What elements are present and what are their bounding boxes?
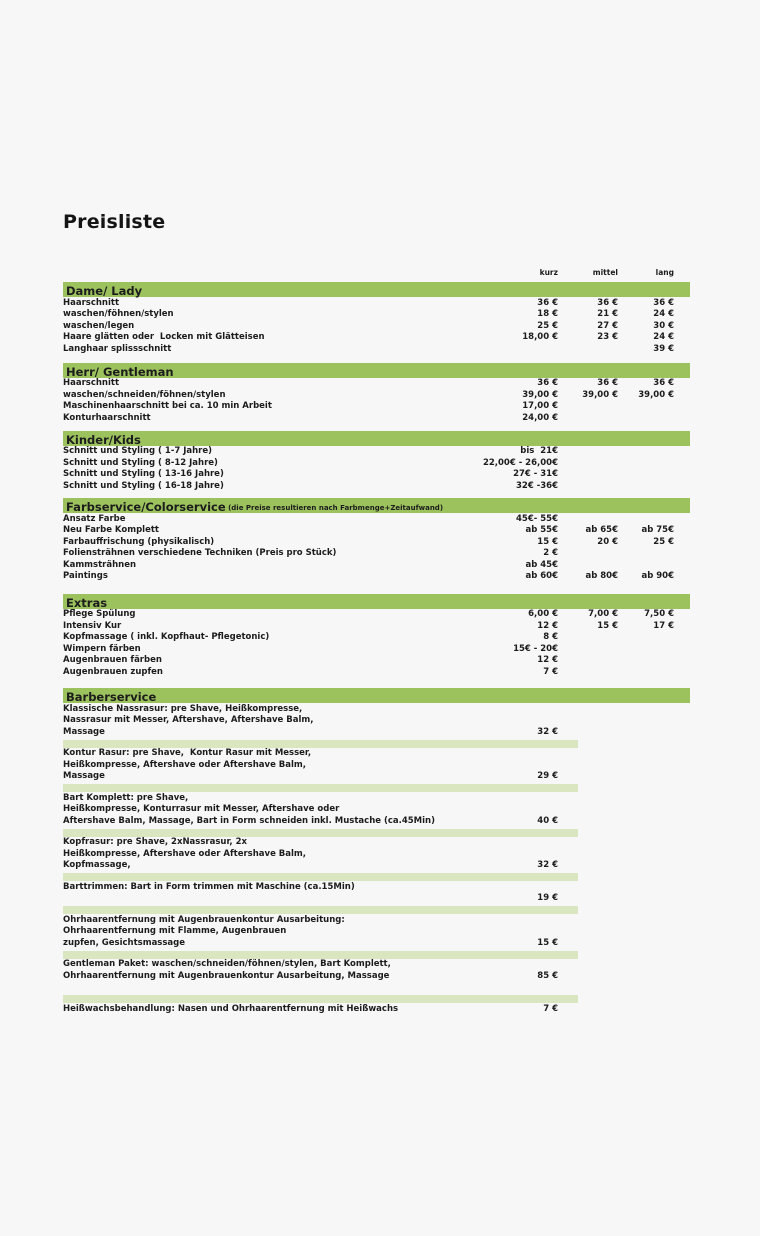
price-kurz: ab 45€ xyxy=(525,559,558,570)
price-kurz: 22,00€ - 26,00€ xyxy=(482,457,558,468)
price-kurz: 8 € xyxy=(543,632,558,642)
service-text: Massage xyxy=(63,771,105,781)
section-title: Extras xyxy=(66,595,108,610)
price-lang: ab 75€ xyxy=(641,525,674,535)
service-text: Ohrhaarentfernung mit Augenbrauenkontur Ausarbeitung: xyxy=(63,914,345,925)
service-row xyxy=(63,793,690,805)
price-kurz: 17,00 € xyxy=(522,401,558,411)
service-price: 29 € xyxy=(537,771,558,781)
price-kurz: 12 € xyxy=(537,620,558,631)
row-label: Kammsträhnen xyxy=(63,559,137,570)
row-label: Schnitt und Styling ( 8-12 Jahre) xyxy=(63,457,218,468)
price-row xyxy=(63,458,690,470)
price-kurz: 36 € xyxy=(537,297,558,308)
row-label: Pflege Spülung xyxy=(63,609,136,619)
price-kurz: 39,00 € xyxy=(522,389,558,400)
service-text: Ohrhaarentfernung mit Flamme, Augenbrauen xyxy=(63,926,287,936)
price-mittel: 36 € xyxy=(597,297,618,308)
service-row xyxy=(63,1004,690,1016)
service-row xyxy=(63,982,690,994)
price-row xyxy=(63,525,690,537)
service-price: 40 € xyxy=(537,815,558,826)
page-title: Preisliste xyxy=(63,211,166,233)
price-mittel: 20 € xyxy=(597,536,618,547)
service-text: Massage xyxy=(63,726,105,737)
price-row xyxy=(63,481,690,493)
separator-bar xyxy=(63,829,578,837)
row-label: waschen/föhnen/stylen xyxy=(63,309,174,319)
price-kurz: 24,00 € xyxy=(522,412,558,423)
price-row xyxy=(63,571,690,583)
section-title: Kinder/Kids xyxy=(66,432,141,447)
sections xyxy=(63,282,690,1015)
service-row xyxy=(63,971,690,983)
service-text: Barttrimmen: Bart in Form trimmen mit Maschine (ca.15Min) xyxy=(63,881,355,892)
price-row xyxy=(63,644,690,656)
price-kurz: 7 € xyxy=(543,666,558,677)
price-lang: 7,50 € xyxy=(644,609,674,619)
section-title: Herr/ Gentleman xyxy=(66,364,174,379)
row-label: Schnitt und Styling ( 1-7 Jahre) xyxy=(63,446,213,456)
service-row xyxy=(63,938,690,950)
row-label: waschen/schneiden/föhnen/stylen xyxy=(63,389,226,400)
service-text: Kopfmassage, xyxy=(63,860,131,870)
price-mittel: 15 € xyxy=(597,620,618,631)
price-row xyxy=(63,298,690,310)
service-row xyxy=(63,926,690,938)
price-mittel: 39,00 € xyxy=(582,389,618,400)
price-row xyxy=(63,469,690,481)
service-text: Nassrasur mit Messer, Aftershave, Aftershave Balm, xyxy=(63,715,314,725)
price-row xyxy=(63,609,690,621)
price-row xyxy=(63,309,690,321)
price-kurz: 27€ - 31€ xyxy=(513,469,558,479)
price-kurz: 6,00 € xyxy=(528,609,558,619)
price-lang: 36 € xyxy=(653,297,674,308)
separator-bar xyxy=(63,740,578,748)
service-row xyxy=(63,715,690,727)
price-kurz: 45€- 55€ xyxy=(516,513,558,524)
column-header-kurz: kurz xyxy=(539,268,558,277)
service-row xyxy=(63,860,690,872)
price-mittel: 7,00 € xyxy=(588,609,618,619)
price-row xyxy=(63,390,690,402)
section-rows xyxy=(63,513,690,583)
section-rows xyxy=(63,297,690,355)
price-row xyxy=(63,655,690,667)
row-label: Wimpern färben xyxy=(63,643,141,654)
section-header-bar xyxy=(63,431,690,446)
row-label: Konturhaarschnitt xyxy=(63,412,151,423)
price-row xyxy=(63,321,690,333)
price-kurz: ab 55€ xyxy=(525,525,558,535)
price-lang: 17 € xyxy=(653,620,674,631)
row-label: Augenbrauen zupfen xyxy=(63,666,163,677)
section xyxy=(63,282,690,355)
price-kurz: 25 € xyxy=(537,320,558,331)
row-label: Farbauffrischung (physikalisch) xyxy=(63,536,215,547)
section-header-bar xyxy=(63,282,690,297)
price-kurz: 12 € xyxy=(537,655,558,665)
service-text: Heißwachsbehandlung: Nasen und Ohrhaarentfernung mit Heißwachs xyxy=(63,1003,399,1014)
price-lang: 36 € xyxy=(653,378,674,388)
service-text: zupfen, Gesichtsmassage xyxy=(63,937,186,948)
price-row xyxy=(63,378,690,390)
section-note: (die Preise resultieren nach Farbmenge+Zeitaufwand) xyxy=(225,504,444,512)
service-text: Heißkompresse, Aftershave oder Aftershave Balm, xyxy=(63,759,307,770)
separator-bar xyxy=(63,951,578,959)
service-text: Heißkompresse, Aftershave oder Aftershave Balm, xyxy=(63,848,307,859)
section-rows xyxy=(63,378,690,425)
price-kurz: 15€ - 20€ xyxy=(513,643,558,654)
column-headers xyxy=(63,267,690,282)
section xyxy=(63,594,690,679)
column-header-mittel: mittel xyxy=(592,268,618,277)
service-price: 7 € xyxy=(543,1003,558,1014)
separator-bar xyxy=(63,906,578,914)
price-row xyxy=(63,401,690,413)
section-title: Dame/ Lady xyxy=(66,284,143,298)
price-mittel: 36 € xyxy=(597,378,618,388)
row-label: Kopfmassage ( inkl. Kopfhaut- Pflegetonic) xyxy=(63,632,270,642)
service-price: 32 € xyxy=(537,726,558,737)
price-row xyxy=(63,632,690,644)
row-label: Augenbrauen färben xyxy=(63,655,162,665)
price-lang: 39,00 € xyxy=(638,389,674,400)
row-label: Haarschnitt xyxy=(63,297,120,308)
separator-bar xyxy=(63,784,578,792)
section xyxy=(63,498,690,583)
section-title: Farbservice/Colorservice xyxy=(66,500,226,514)
section-header-bar xyxy=(63,594,690,609)
service-text: Gentleman Paket: waschen/schneiden/föhnen/stylen, Bart Komplett, xyxy=(63,959,391,969)
price-list-content xyxy=(63,267,690,1015)
service-price: 85 € xyxy=(537,970,558,981)
section-rows xyxy=(63,609,690,679)
service-row xyxy=(63,760,690,772)
row-label: Haare glätten oder Locken mit Glätteisen xyxy=(63,332,265,342)
service-row xyxy=(63,804,690,816)
section-title: Barberservice xyxy=(66,690,157,704)
service-row xyxy=(63,915,690,927)
row-label: waschen/legen xyxy=(63,320,135,331)
section xyxy=(63,431,690,493)
price-kurz: ab 60€ xyxy=(525,571,558,581)
price-row xyxy=(63,446,690,458)
service-row xyxy=(63,771,690,783)
price-kurz: 32€ -36€ xyxy=(516,480,558,491)
row-label: Schnitt und Styling ( 13-16 Jahre) xyxy=(63,469,224,479)
service-price: 19 € xyxy=(537,893,558,903)
service-row xyxy=(63,727,690,739)
price-lang: 25 € xyxy=(653,536,674,547)
price-mittel: 21 € xyxy=(597,309,618,319)
price-kurz: 18 € xyxy=(537,309,558,319)
price-kurz: 18,00 € xyxy=(522,332,558,342)
price-row xyxy=(63,537,690,549)
service-row xyxy=(63,704,690,716)
row-label: Intensiv Kur xyxy=(63,620,122,631)
row-label: Foliensträhnen verschiedene Techniken (Preis pro Stück) xyxy=(63,548,337,558)
service-row xyxy=(63,893,690,905)
section-header-bar xyxy=(63,498,690,513)
price-lang: 24 € xyxy=(653,309,674,319)
service-text: Bart Komplett: pre Shave, xyxy=(63,792,189,803)
service-text: Klassische Nassrasur: pre Shave, Heißkompresse, xyxy=(63,703,303,714)
row-label: Maschinenhaarschnitt bei ca. 10 min Arbeit xyxy=(63,401,272,411)
section-rows xyxy=(63,703,690,1015)
price-kurz: 2 € xyxy=(543,548,558,558)
price-row xyxy=(63,514,690,526)
service-row xyxy=(63,748,690,760)
column-header-lang: lang xyxy=(655,268,674,277)
row-label: Paintings xyxy=(63,571,108,581)
service-text: Aftershave Balm, Massage, Bart in Form schneiden inkl. Mustache (ca.45Min) xyxy=(63,815,435,826)
price-mittel: 27 € xyxy=(597,320,618,331)
section xyxy=(63,688,690,1015)
price-row xyxy=(63,548,690,560)
price-lang: 39 € xyxy=(653,343,674,354)
row-label: Ansatz Farbe xyxy=(63,513,126,524)
price-mittel: ab 65€ xyxy=(585,525,618,535)
price-kurz: 36 € xyxy=(537,378,558,388)
service-text: Kontur Rasur: pre Shave, Kontur Rasur mit Messer, xyxy=(63,748,312,758)
row-label: Neu Farbe Komplett xyxy=(63,525,159,535)
price-kurz: bis 21€ xyxy=(520,446,558,456)
service-row xyxy=(63,882,690,894)
price-lang: ab 90€ xyxy=(641,571,674,581)
price-row xyxy=(63,413,690,425)
price-kurz: 15 € xyxy=(537,536,558,547)
service-text: Ohrhaarentfernung mit Augenbrauenkontur Ausarbeitung, Massage xyxy=(63,970,390,981)
price-lang: 24 € xyxy=(653,332,674,342)
row-label: Haarschnitt xyxy=(63,378,120,388)
service-row xyxy=(63,837,690,849)
section xyxy=(63,363,690,425)
service-price: 15 € xyxy=(537,937,558,948)
separator-bar xyxy=(63,995,578,1003)
price-row xyxy=(63,621,690,633)
section-rows xyxy=(63,446,690,493)
price-row xyxy=(63,560,690,572)
service-row xyxy=(63,959,690,971)
service-text: Kopfrasur: pre Shave, 2xNassrasur, 2x xyxy=(63,837,247,847)
row-label: Langhaar splissschnitt xyxy=(63,343,172,354)
price-mittel: ab 80€ xyxy=(585,571,618,581)
price-row xyxy=(63,344,690,356)
service-text: Heißkompresse, Konturrasur mit Messer, Aftershave oder xyxy=(63,804,340,814)
row-label: Schnitt und Styling ( 16-18 Jahre) xyxy=(63,480,224,491)
service-row xyxy=(63,849,690,861)
price-row xyxy=(63,667,690,679)
separator-bar xyxy=(63,873,578,881)
price-mittel: 23 € xyxy=(597,332,618,342)
service-price: 32 € xyxy=(537,860,558,870)
price-lang: 30 € xyxy=(653,320,674,331)
price-row xyxy=(63,332,690,344)
section-header-bar xyxy=(63,688,690,703)
section-header-bar xyxy=(63,363,690,378)
service-row xyxy=(63,816,690,828)
